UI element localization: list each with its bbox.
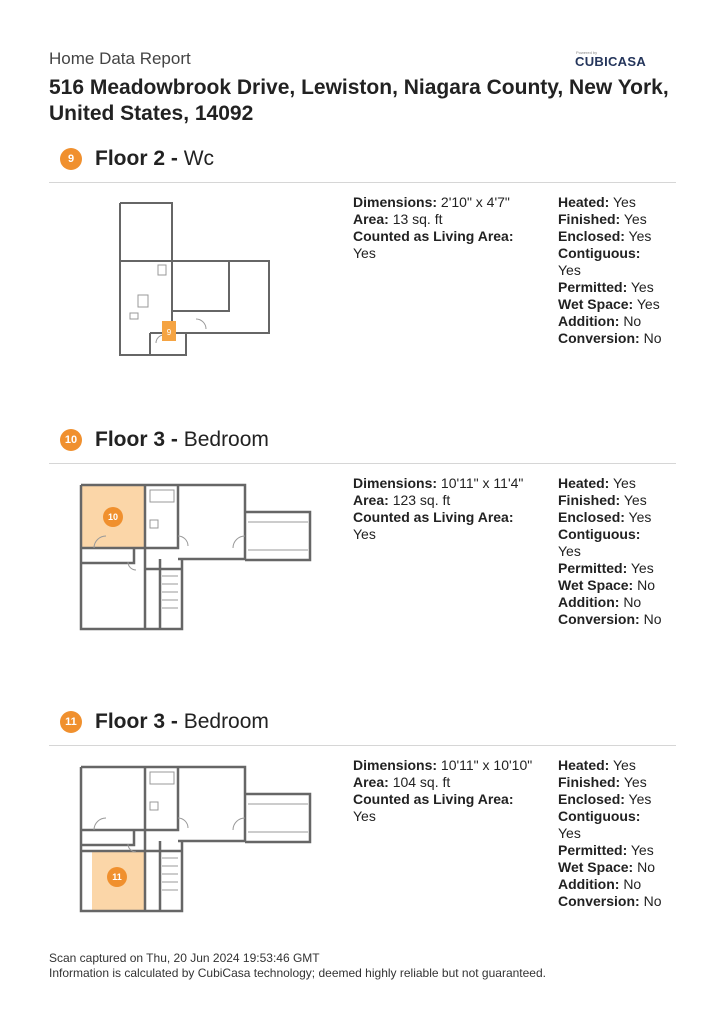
- floor-name: Floor 3: [95, 428, 166, 451]
- permitted-value: Yes: [630, 560, 654, 576]
- enclosed-value: Yes: [628, 228, 652, 244]
- wet-space-value: No: [637, 859, 656, 875]
- room-details-flags: [558, 757, 688, 910]
- room-details-primary: [353, 475, 543, 543]
- section-divider: [49, 463, 676, 464]
- addition-value: No: [623, 876, 642, 892]
- area-value: 13 sq. ft: [392, 211, 443, 227]
- addition-value: No: [623, 313, 642, 329]
- room-name: Bedroom: [183, 428, 269, 451]
- permitted-value: Yes: [630, 842, 654, 858]
- area-value: 104 sq. ft: [392, 774, 451, 790]
- floor-plan-floor-3: [78, 476, 318, 636]
- dimensions-label: Dimensions:: [353, 194, 438, 210]
- contiguous-label: Contiguous:: [558, 808, 641, 824]
- title-separator: -: [170, 428, 178, 451]
- floor-plan-floor-3: [78, 758, 318, 918]
- enclosed-value: Yes: [628, 791, 652, 807]
- section-title: [95, 710, 269, 734]
- room-name: Wc: [183, 147, 215, 170]
- wet-space-label: Wet Space:: [558, 577, 634, 593]
- section-title: [95, 147, 214, 171]
- enclosed-value: Yes: [628, 509, 652, 525]
- heated-label: Heated:: [558, 475, 610, 491]
- addition-label: Addition:: [558, 594, 620, 610]
- section-header: [60, 708, 269, 736]
- room-name: Bedroom: [183, 710, 269, 733]
- living-area-value: Yes: [353, 808, 376, 824]
- room-number-badge: 10: [60, 429, 82, 451]
- area-label: Area:: [353, 492, 389, 508]
- addition-label: Addition:: [558, 313, 620, 329]
- heated-value: Yes: [613, 194, 636, 210]
- permitted-value: Yes: [630, 279, 654, 295]
- living-area-label: Counted as Living Area:: [353, 509, 514, 525]
- heated-value: Yes: [613, 475, 636, 491]
- finished-label: Finished:: [558, 211, 621, 227]
- plan-room-label: 11: [112, 872, 122, 882]
- property-address: 516 Meadowbrook Drive, Lewiston, Niagara County, New York, United States, 14092: [49, 76, 669, 125]
- finished-value: Yes: [623, 492, 647, 508]
- enclosed-label: Enclosed:: [558, 791, 625, 807]
- wet-space-label: Wet Space:: [558, 296, 634, 312]
- living-area-label: Counted as Living Area:: [353, 791, 514, 807]
- contiguous-label: Contiguous:: [558, 245, 641, 261]
- report-label: Home Data Report: [49, 49, 191, 68]
- enclosed-label: Enclosed:: [558, 228, 625, 244]
- dimensions-value: 10'11" x 11'4": [440, 475, 524, 491]
- dimensions-value: 10'11" x 10'10": [440, 757, 533, 773]
- title-separator: -: [170, 147, 178, 170]
- room-details-primary: [353, 194, 543, 262]
- section-divider: [49, 745, 676, 746]
- conversion-label: Conversion:: [558, 330, 640, 346]
- contiguous-label: Contiguous:: [558, 526, 641, 542]
- living-area-value: Yes: [353, 526, 376, 542]
- heated-label: Heated:: [558, 194, 610, 210]
- area-value: 123 sq. ft: [392, 492, 451, 508]
- title-separator: -: [170, 710, 178, 733]
- permitted-label: Permitted:: [558, 560, 628, 576]
- room-details-primary: [353, 757, 543, 825]
- heated-value: Yes: [613, 757, 636, 773]
- section-title: [95, 428, 269, 452]
- dimensions-label: Dimensions:: [353, 475, 438, 491]
- living-area-value: Yes: [353, 245, 376, 261]
- room-number-badge: 11: [60, 711, 82, 733]
- section-divider: [49, 182, 676, 183]
- living-area-label: Counted as Living Area:: [353, 228, 514, 244]
- finished-label: Finished:: [558, 774, 621, 790]
- logo-powered-text: Powered by: [576, 50, 598, 55]
- floor-name: Floor 2: [95, 147, 166, 170]
- conversion-value: No: [643, 893, 662, 909]
- permitted-label: Permitted:: [558, 842, 628, 858]
- section-header: [60, 426, 269, 454]
- conversion-value: No: [643, 330, 662, 346]
- disclaimer-line: Information is calculated by CubiCasa technology; deemed highly reliable but not guaranteed.: [49, 966, 546, 980]
- report-footer: [49, 951, 546, 981]
- room-details-flags: [558, 475, 688, 628]
- contiguous-value: Yes: [558, 825, 581, 841]
- cubicasa-logo: [575, 50, 665, 70]
- contiguous-value: Yes: [558, 543, 581, 559]
- logo-brand-text: CUBICASA: [575, 54, 647, 69]
- addition-label: Addition:: [558, 876, 620, 892]
- floor-plan-floor-2: [78, 195, 278, 365]
- wet-space-value: Yes: [636, 296, 660, 312]
- conversion-value: No: [643, 611, 662, 627]
- dimensions-label: Dimensions:: [353, 757, 438, 773]
- addition-value: No: [623, 594, 642, 610]
- conversion-label: Conversion:: [558, 611, 640, 627]
- wet-space-label: Wet Space:: [558, 859, 634, 875]
- area-label: Area:: [353, 774, 389, 790]
- room-details-flags: [558, 194, 688, 347]
- enclosed-label: Enclosed:: [558, 509, 625, 525]
- scan-captured-line: Scan captured on Thu, 20 Jun 2024 19:53:46 GMT: [49, 951, 320, 965]
- plan-room-label: 10: [107, 512, 119, 522]
- section-header: [60, 145, 214, 173]
- finished-value: Yes: [623, 211, 647, 227]
- permitted-label: Permitted:: [558, 279, 628, 295]
- plan-room-label: 9: [166, 328, 172, 337]
- heated-label: Heated:: [558, 757, 610, 773]
- room-number-badge: 9: [60, 148, 82, 170]
- floor-name: Floor 3: [95, 710, 166, 733]
- contiguous-value: Yes: [558, 262, 581, 278]
- conversion-label: Conversion:: [558, 893, 640, 909]
- finished-value: Yes: [623, 774, 647, 790]
- area-label: Area:: [353, 211, 389, 227]
- wet-space-value: No: [637, 577, 656, 593]
- finished-label: Finished:: [558, 492, 621, 508]
- dimensions-value: 2'10" x 4'7": [440, 194, 510, 210]
